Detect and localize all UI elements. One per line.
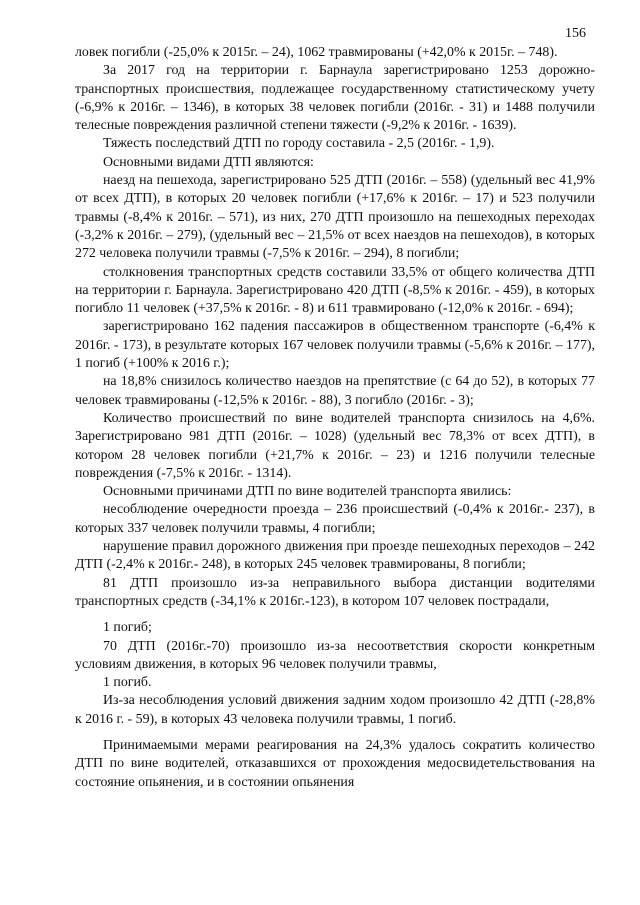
paragraph: несоблюдение очередности проезда – 236 происшествий (-0,4% к 2016г.- 237), в которых 337 человек получили травмы, 4 погибли; (75, 502, 595, 536)
paragraph: на 18,8% снизилось количество наездов на препятствие (с 64 до 52), в которых 77 человек травмированы (-12,5% к 2016г. - 88), 3 погибло (2016г. - 3); (75, 374, 595, 408)
paragraph: 1 погиб; (103, 620, 152, 636)
paragraph: За 2017 год на территории г. Барнаула зарегистрировано 1253 дорожно-транспортных происшествия, подлежащее государственному статистическому учету (-6,9% к 2016г. – 1346), в которых 38 человек погибли (2016г. - 31) и 1488 получили телесные повреждения различной степени тяжести (-9,2% к 2016г. - 1639). (75, 63, 595, 134)
paragraph: Из-за несоблюдения условий движения задним ходом произошло 42 ДТП (-28,8% к 2016 г. - 59), в которых 43 человека получили травмы, 1 погиб. (75, 693, 595, 727)
document-body (75, 44, 595, 792)
paragraph: нарушение правил дорожного движения при проезде пешеходных переходов – 242 ДТП (-2,4% к 2016г.- 248), в которых 245 человек травмированы, 8 погибли; (75, 539, 595, 573)
paragraph: 81 ДТП произошло из-за неправильного выбора дистанции водителями транспортных средств (-34,1% к 2016г.-123), в котором 107 человек пострадали, (75, 575, 595, 609)
paragraph: Основными причинами ДТП по вине водителей транспорта явились: (103, 484, 512, 500)
paragraph: наезд на пешехода, зарегистрировано 525 ДТП (2016г. – 558) (удельный вес 41,9% от всех ДТП), в которых 20 человек погибли (+17,6% к 2016г. – 17) и 523 получили травмы (-8,4% к 2016г. – 571), из них, 270 ДТП произошло на пешеходных переходах (-3,2% к 2016г. – 279), (удельный вес – 21,5% от всех наездов на пешеходов), в которых 272 человека получили травмы (-7,5% к 2016г. – 294), 8 погибли; (75, 173, 595, 262)
paragraph: 70 ДТП (2016г.-70) произошло из-за несоответствия скорости конкретным условиям движения, в которых 96 человек получили травмы, (75, 638, 595, 672)
paragraph: Количество происшествий по вине водителей транспорта снизилось на 4,6%. Зарегистрировано 981 ДТП (2016г. – 1028) (удельный вес 78,3% от всех ДТП), в котором 28 человек погибли (+21,7% к 2016г. – 23) и 1216 получили телесные повреждения (-7,5% к 2016г. - 1314). (75, 410, 595, 481)
page-number: 156 (565, 26, 586, 41)
paragraph: Тяжесть последствий ДТП по городу составила - 2,5 (2016г. - 1,9). (103, 136, 495, 152)
paragraph: столкновения транспортных средств составили 33,5% от общего количества ДТП на территории г. Барнаула. Зарегистрировано 420 ДТП (-8,5% к 2016г. - 459), в которых погибло 11 человек (+37,5% к 2016г. - 8) и 611 травмировано (-12,0% к 2016г. - 694); (75, 264, 595, 317)
paragraph: ловек погибли (-25,0% к 2015г. – 24), 1062 травмированы (+42,0% к 2015г. – 748). (75, 45, 558, 60)
paragraph: 1 погиб. (103, 675, 152, 691)
paragraph: зарегистрировано 162 падения пассажиров в общественном транспорте (-6,4% к 2016г. - 173), в результате которых 167 человек получили травмы (-5,6% к 2016г. – 177), 1 погиб (+100% к 2016 г.); (75, 319, 595, 372)
paragraph: Основными видами ДТП являются: (103, 154, 314, 170)
paragraph: Принимаемыми мерами реагирования на 24,3% удалось сократить количество ДТП по вине водителей, отказавшихся от прохождения медосвидетельствования на состояние опьянения, и в состоянии опьянения (75, 737, 595, 790)
